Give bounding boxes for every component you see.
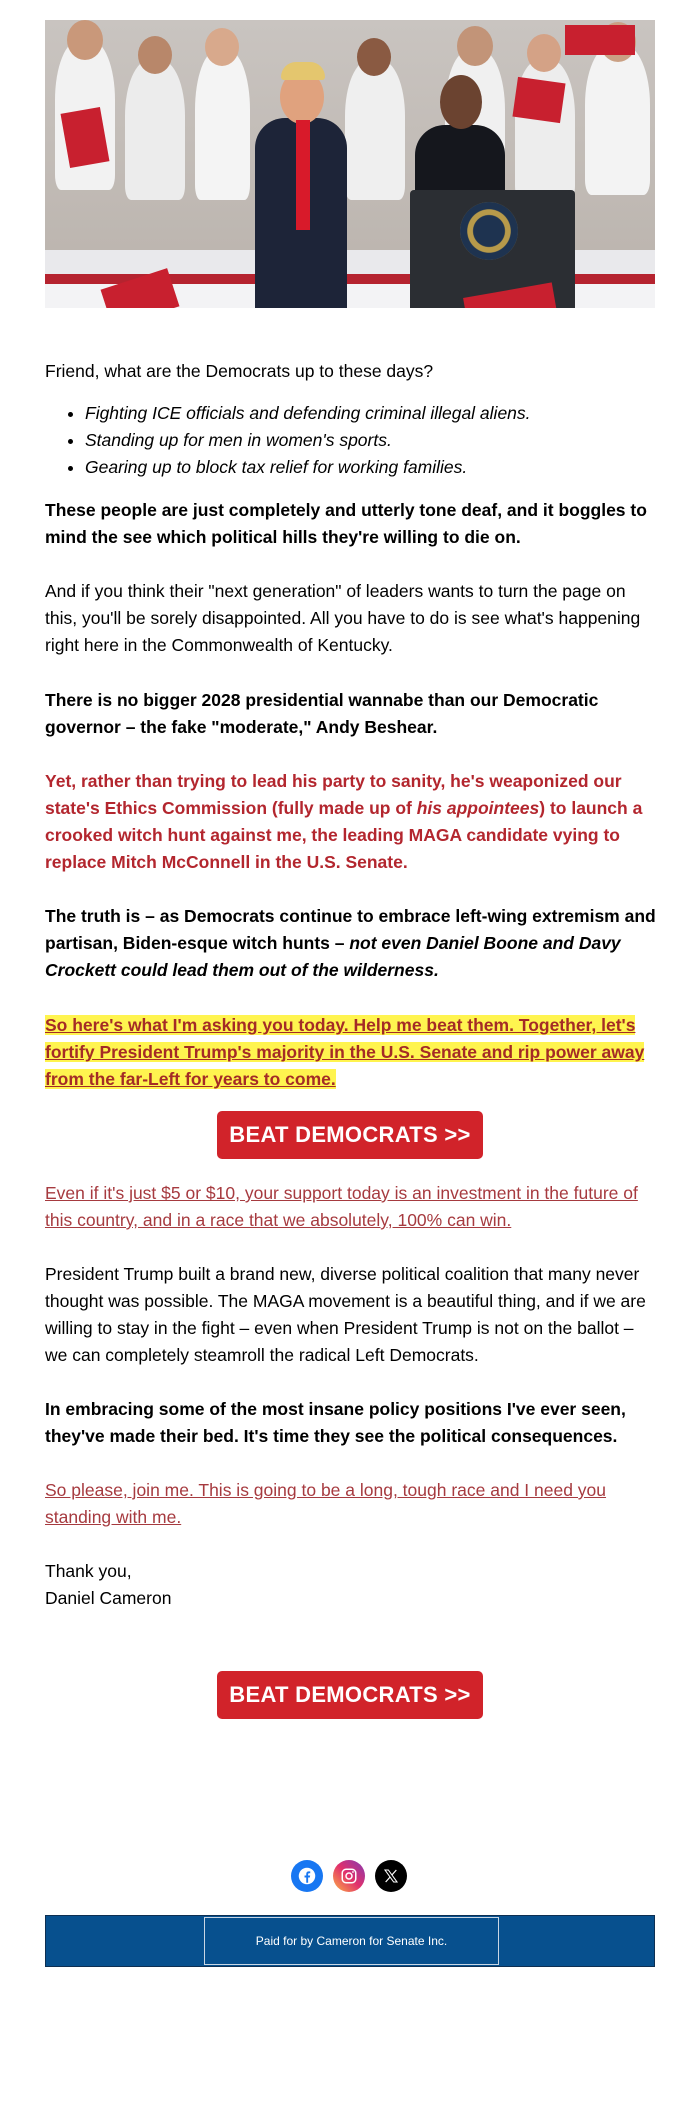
list-item: • Standing up for men in women's sports. bbox=[85, 427, 685, 454]
emphasis-wilderness: not even Daniel Boone and Davy Crockett could lead them out of the wilderness. bbox=[45, 933, 621, 980]
paragraph-made-their-bed: In embracing some of the most insane policy positions I've ever seen, they've made their bed. It's time they see the political consequences. bbox=[45, 1399, 626, 1446]
support-link[interactable]: Even if it's just $5 or $10, your support today is an investment in the future of this country, and in a race that we absolutely, 100% can win. bbox=[45, 1183, 638, 1230]
paid-for-label: Paid for by Cameron for Senate Inc. bbox=[204, 1917, 499, 1965]
paragraph-beshear: There is no bigger 2028 presidential wannabe than our Democratic governor – the fake "moderate," Andy Beshear. bbox=[45, 690, 599, 737]
social-icons bbox=[291, 1860, 411, 1892]
instagram-icon[interactable] bbox=[333, 1860, 365, 1892]
greeting: Friend, what are the Democrats up to these days? bbox=[45, 361, 434, 381]
paragraph-tone-deaf: These people are just completely and utterly tone deaf, and it boggles to mind the see which political hills they're willing to die on. bbox=[45, 500, 647, 547]
presidential-seal-icon bbox=[460, 202, 518, 260]
x-icon[interactable] bbox=[375, 1860, 407, 1892]
emphasis-appointees: his appointees bbox=[416, 798, 540, 818]
paragraph-ethics-commission: Yet, rather than trying to lead his party to sanity, he's weaponized our state's Ethics Commission (fully made up of his appointees) to launch a crooked witch hunt against me, the leading MAGA candidate vying to replace Mitch McConnell in the U.S. Senate. bbox=[45, 771, 643, 872]
paragraph-truth: The truth is – as Democrats continue to embrace left-wing extremism and partisan, Biden-esque witch hunts – not even Daniel Boone and Davy Crockett could lead them out of the wilderness. bbox=[45, 906, 656, 980]
list-item: • Fighting ICE officials and defending criminal illegal aliens. bbox=[85, 400, 685, 427]
highlighted-ask-link[interactable]: So here's what I'm asking you today. Help me beat them. Together, let's fortify President Trump's majority in the U.S. Senate and rip power away from the far-Left for years to come. bbox=[45, 1015, 645, 1089]
paragraph-coalition: President Trump built a brand new, diverse political coalition that many never thought was possible. The MAGA movement is a beautiful thing, and if we are willing to stay in the fight – even when President Trump is not on the ballot – we can completely steamroll the radical Left Democrats. bbox=[45, 1264, 646, 1365]
signoff: Thank you, bbox=[45, 1561, 132, 1581]
paragraph-next-generation: And if you think their "next generation" of leaders wants to turn the page on this, you'll be sorely disappointed. All you have to do is see what's happening right here in the Commonwealth of Kentucky. bbox=[45, 581, 641, 655]
facebook-icon[interactable] bbox=[291, 1860, 323, 1892]
paragraph-ask[interactable] bbox=[45, 1012, 657, 1093]
beat-democrats-button[interactable]: BEAT DEMOCRATS >> bbox=[217, 1111, 483, 1159]
list-item: • Gearing up to block tax relief for working families. bbox=[85, 454, 685, 481]
footer-disclaimer bbox=[45, 1915, 655, 1967]
beat-democrats-button-bottom[interactable]: BEAT DEMOCRATS >> bbox=[217, 1671, 483, 1719]
signature: Daniel Cameron bbox=[45, 1588, 172, 1608]
bullet-list bbox=[45, 400, 685, 481]
hero-image bbox=[45, 20, 655, 308]
join-me-link[interactable]: So please, join me. This is going to be a long, tough race and I need you standing with me. bbox=[45, 1480, 607, 1527]
